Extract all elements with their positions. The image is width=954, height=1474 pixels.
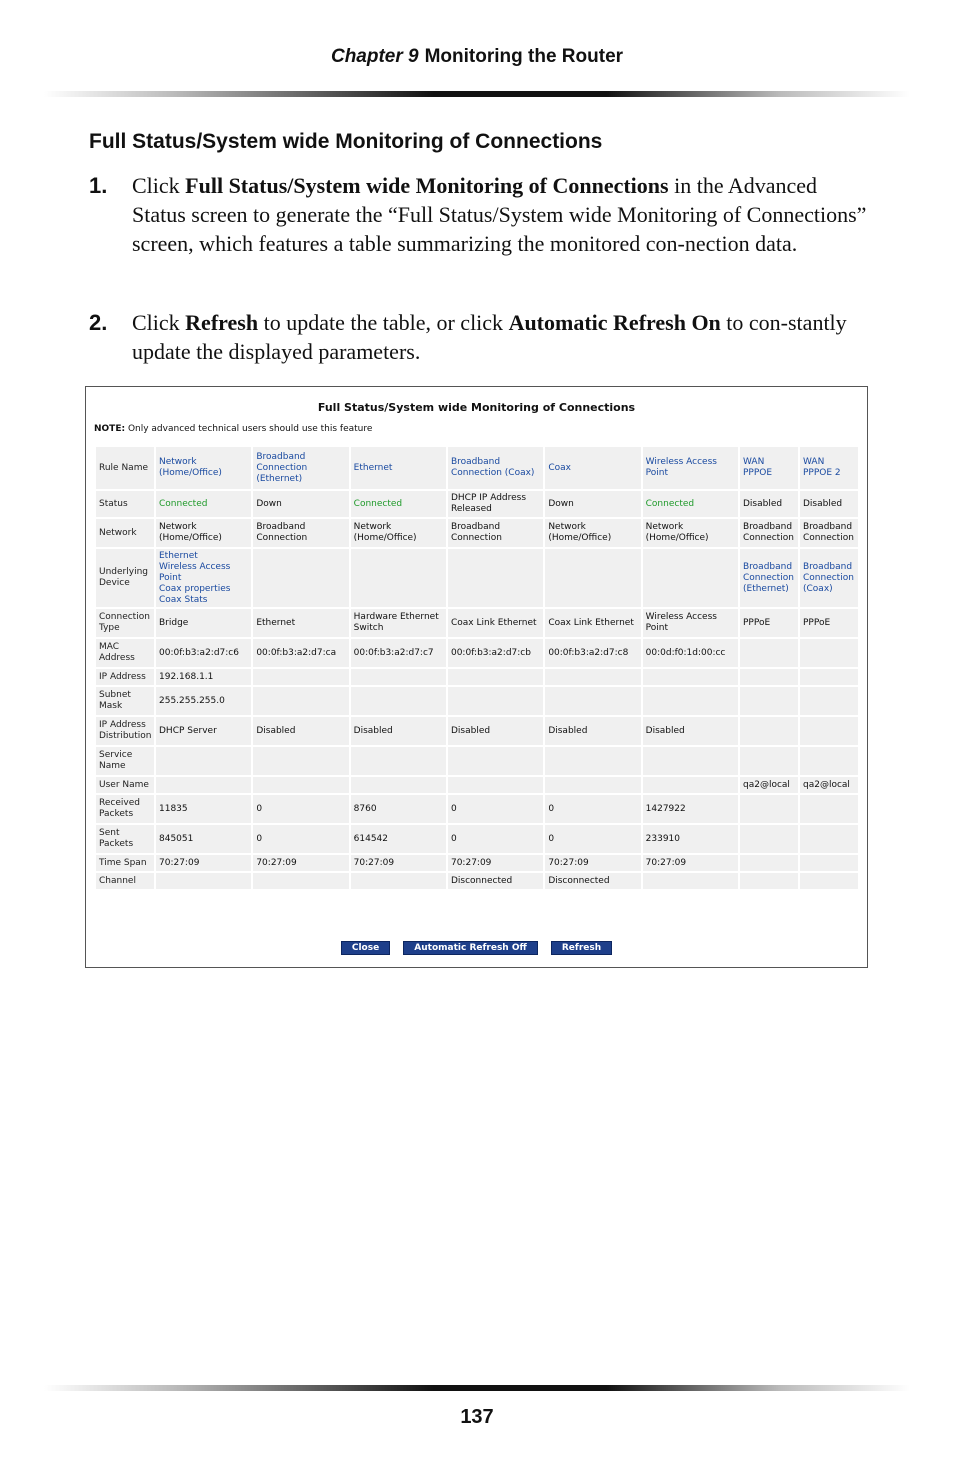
row-label: Channel — [96, 873, 154, 889]
table-cell — [800, 687, 858, 715]
table-cell: 00:0f:b3:a2:d7:cb — [448, 639, 543, 667]
column-header-link[interactable]: Wireless Access Point — [643, 447, 738, 489]
table-cell: 1427922 — [643, 795, 738, 823]
table-row — [96, 609, 858, 637]
automatic-refresh-button[interactable]: Automatic Refresh Off — [403, 941, 538, 955]
table-cell — [800, 873, 858, 889]
table-cell — [156, 747, 251, 775]
row-label: Connection Type — [96, 609, 154, 637]
table-cell — [448, 669, 543, 685]
table-cell: Network (Home/Office) — [156, 519, 251, 547]
table-cell: 0 — [448, 795, 543, 823]
table-cell — [740, 855, 798, 871]
table-cell — [351, 687, 446, 715]
table-cell — [156, 777, 251, 793]
table-cell: Network (Home/Office) — [643, 519, 738, 547]
column-header-link[interactable]: Coax — [545, 447, 640, 489]
table-cell — [253, 747, 348, 775]
table-cell: Network (Home/Office) — [351, 519, 446, 547]
row-label: IP Address — [96, 669, 154, 685]
table-cell — [800, 639, 858, 667]
column-header-link[interactable]: WAN PPPOE — [740, 447, 798, 489]
table-row — [96, 491, 858, 517]
column-header-link[interactable]: Ethernet — [351, 447, 446, 489]
table-row — [96, 687, 858, 715]
table-cell[interactable]: Broadband Connection (Ethernet) — [740, 549, 798, 607]
table-cell: 70:27:09 — [156, 855, 251, 871]
table-cell: 192.168.1.1 — [156, 669, 251, 685]
row-label: Time Span — [96, 855, 154, 871]
table-cell: 70:27:09 — [643, 855, 738, 871]
row-label: Subnet Mask — [96, 687, 154, 715]
table-cell — [643, 747, 738, 775]
table-cell: DHCP IP Address Released — [448, 491, 543, 517]
table-cell — [448, 687, 543, 715]
table-cell: DHCP Server — [156, 717, 251, 745]
table-cell — [448, 747, 543, 775]
row-label: Service Name — [96, 747, 154, 775]
table-row — [96, 519, 858, 547]
table-cell: Disabled — [351, 717, 446, 745]
table-cell: 845051 — [156, 825, 251, 853]
table-row — [96, 795, 858, 823]
table-row — [96, 747, 858, 775]
table-cell: 8760 — [351, 795, 446, 823]
table-row — [96, 873, 858, 889]
table-cell — [351, 777, 446, 793]
table-cell: 00:0f:b3:a2:d7:c8 — [545, 639, 640, 667]
table-cell — [740, 669, 798, 685]
table-cell — [740, 639, 798, 667]
router-screenshot — [85, 386, 868, 968]
table-row — [96, 549, 858, 607]
column-header-link[interactable]: Network (Home/Office) — [156, 447, 251, 489]
table-cell: 0 — [253, 825, 348, 853]
table-cell: Network (Home/Office) — [545, 519, 640, 547]
table-cell: 0 — [448, 825, 543, 853]
table-cell — [643, 687, 738, 715]
table-cell: Coax Link Ethernet — [448, 609, 543, 637]
table-row — [96, 777, 858, 793]
table-cell: Broadband Connection — [800, 519, 858, 547]
table-cell: Disabled — [740, 491, 798, 517]
step-text: Click Full Status/System wide Monitoring of Connections in the Advanced Status screen to generate the “Full Status/System wide Monitoring of Connections” screen, which features a table summarizing the monitored con-nection data. — [132, 173, 867, 256]
table-cell: 70:27:09 — [351, 855, 446, 871]
screen-title: Full Status/System wide Monitoring of Connections — [317, 401, 636, 414]
table-row — [96, 639, 858, 667]
table-cell — [545, 687, 640, 715]
table-row — [96, 669, 858, 685]
table-cell — [740, 795, 798, 823]
table-row — [96, 855, 858, 871]
table-cell — [253, 669, 348, 685]
table-cell — [545, 549, 640, 607]
refresh-button[interactable]: Refresh — [551, 941, 612, 955]
table-cell: Disabled — [448, 717, 543, 745]
chapter-title: Monitoring the Router — [424, 46, 624, 67]
table-cell — [253, 687, 348, 715]
table-cell: 0 — [545, 795, 640, 823]
table-cell: 255.255.255.0 — [156, 687, 251, 715]
table-cell: qa2@local — [740, 777, 798, 793]
row-label: User Name — [96, 777, 154, 793]
table-cell — [545, 777, 640, 793]
table-row — [96, 825, 858, 853]
note-label: NOTE: — [94, 424, 126, 434]
step-bold: Automatic Refresh On — [508, 310, 721, 335]
table-cell: 0 — [253, 795, 348, 823]
status-table — [94, 445, 860, 891]
table-cell — [545, 669, 640, 685]
page-number: 137 — [460, 1406, 494, 1428]
table-cell — [643, 549, 738, 607]
table-cell: Connected — [643, 491, 738, 517]
table-cell — [156, 873, 251, 889]
row-label: Rule Name — [96, 447, 154, 489]
column-header-link[interactable]: Broadband Connection (Ethernet) — [253, 447, 348, 489]
table-cell: Disconnected — [545, 873, 640, 889]
table-cell — [740, 687, 798, 715]
table-cell: Coax Link Ethernet — [545, 609, 640, 637]
table-cell — [643, 873, 738, 889]
table-cell: Down — [545, 491, 640, 517]
table-cell: 00:0d:f0:1d:00:cc — [643, 639, 738, 667]
row-label: MAC Address — [96, 639, 154, 667]
note-text: Only advanced technical users should use this feature — [125, 424, 373, 434]
table-cell: Connected — [156, 491, 251, 517]
section-title: Full Status/System wide Monitoring of Connections — [89, 130, 603, 153]
row-label: Status — [96, 491, 154, 517]
table-row — [96, 717, 858, 745]
table-cell — [740, 873, 798, 889]
footer-rule — [44, 1385, 910, 1391]
column-header-link[interactable]: Broadband Connection (Coax) — [448, 447, 543, 489]
table-cell: PPPoE — [800, 609, 858, 637]
table-cell: 70:27:09 — [545, 855, 640, 871]
table-cell — [800, 669, 858, 685]
row-label: Network — [96, 519, 154, 547]
step-2 — [89, 308, 869, 366]
table-cell: Hardware Ethernet Switch — [351, 609, 446, 637]
table-cell: 00:0f:b3:a2:d7:ca — [253, 639, 348, 667]
table-cell: 00:0f:b3:a2:d7:c7 — [351, 639, 446, 667]
step-bold: Full Status/System wide Monitoring of Connections — [185, 173, 669, 198]
table-cell — [253, 549, 348, 607]
table-cell — [800, 717, 858, 745]
table-cell — [643, 777, 738, 793]
table-cell — [643, 669, 738, 685]
step-number: 2. — [89, 310, 108, 335]
step-text: Click Refresh to update the table, or click Automatic Refresh On to con-stantly update the displayed parameters. — [132, 310, 847, 364]
table-cell: 0 — [545, 825, 640, 853]
table-cell: Disabled — [253, 717, 348, 745]
row-label: IP Address Distribution — [96, 717, 154, 745]
table-cell: 11835 — [156, 795, 251, 823]
table-cell — [253, 873, 348, 889]
table-cell: Broadband Connection — [740, 519, 798, 547]
table-cell — [351, 873, 446, 889]
table-cell[interactable]: Ethernet Wireless Access Point Coax properties Coax Stats — [156, 549, 251, 607]
table-cell — [800, 747, 858, 775]
table-cell — [351, 747, 446, 775]
chapter-number: Chapter 9 — [330, 46, 419, 67]
table-cell — [351, 669, 446, 685]
table-cell — [800, 855, 858, 871]
table-cell — [545, 747, 640, 775]
table-cell: Broadband Connection — [253, 519, 348, 547]
table-cell: 233910 — [643, 825, 738, 853]
table-cell: Disconnected — [448, 873, 543, 889]
table-cell — [448, 777, 543, 793]
table-cell: Ethernet — [253, 609, 348, 637]
table-cell[interactable]: Broadband Connection (Coax) — [800, 549, 858, 607]
table-cell: 00:0f:b3:a2:d7:c6 — [156, 639, 251, 667]
table-cell: Broadband Connection — [448, 519, 543, 547]
table-row — [96, 447, 858, 489]
table-cell: Disabled — [643, 717, 738, 745]
table-cell — [740, 825, 798, 853]
table-cell: Disabled — [545, 717, 640, 745]
step-number: 1. — [89, 173, 108, 198]
table-cell: Connected — [351, 491, 446, 517]
column-header-link[interactable]: WAN PPPOE 2 — [800, 447, 858, 489]
table-cell: 614542 — [351, 825, 446, 853]
row-label: Sent Packets — [96, 825, 154, 853]
table-cell — [351, 549, 446, 607]
table-cell: qa2@local — [800, 777, 858, 793]
row-label: Received Packets — [96, 795, 154, 823]
close-button[interactable]: Close — [341, 941, 390, 955]
table-cell — [253, 777, 348, 793]
table-cell — [740, 717, 798, 745]
table-cell: Wireless Access Point — [643, 609, 738, 637]
step-bold: Refresh — [185, 310, 259, 335]
chapter-header — [0, 46, 954, 68]
table-cell: PPPoE — [740, 609, 798, 637]
note — [94, 424, 372, 434]
table-cell — [800, 795, 858, 823]
table-cell — [448, 549, 543, 607]
table-cell — [740, 747, 798, 775]
table-cell: Down — [253, 491, 348, 517]
row-label: Underlying Device — [96, 549, 154, 607]
table-cell: Disabled — [800, 491, 858, 517]
table-cell: 70:27:09 — [253, 855, 348, 871]
table-cell — [800, 825, 858, 853]
step-1 — [89, 171, 869, 258]
button-bar — [86, 935, 867, 955]
table-cell: Bridge — [156, 609, 251, 637]
header-rule — [44, 91, 910, 97]
table-cell: 70:27:09 — [448, 855, 543, 871]
